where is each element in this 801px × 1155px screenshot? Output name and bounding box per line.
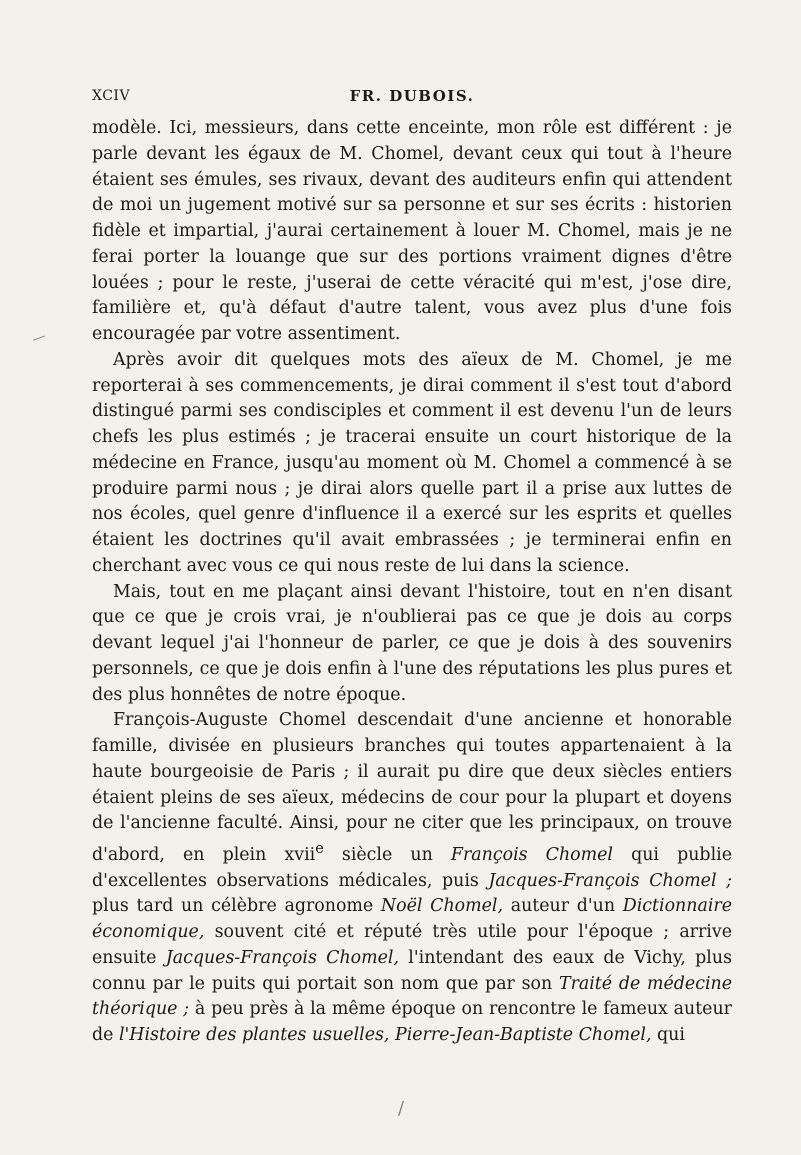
text-run: plus tard un célèbre agronome (92, 896, 381, 917)
running-title: FR. DUBOIS. (349, 87, 475, 105)
italic-title: Jacques-François Chomel ; (488, 870, 732, 891)
text-run: François-Auguste Chomel descendait d'une ancienne et honorable famille, divisée en plusieurs branches qui toutes appartenaient à la haute bourgeoisie de Paris ; il aurait pu dire que deux siècles entiers étaient pleins de ses aïeux, médecins de cour pour la plupart et doyens de l'ancienne faculté. Ainsi, pour ne citer que les principaux, on trouve d'abord, en plein xvii (92, 710, 732, 865)
italic-title: Noël Chomel, (380, 896, 503, 917)
text-run: siècle un (323, 844, 451, 865)
italic-title: Pierre-Jean-Baptiste Chomel, (395, 1025, 652, 1046)
text-run: modèle. Ici, messieurs, dans cette enceinte, mon rôle est différent : je parle devant les égaux de M. Chomel, devant ceux qui tout à l'heure étaient ses émules, ses rivaux, devant des auditeurs enfin qui attendent de moi un jugement motivé sur sa personne et sur ses écrits : historien fidèle et impartial, j'aurai certainement à louer M. Chomel, mais je ne ferai porter la louange que sur des portions vraiment dignes d'être louées ; pour le reste, j'userai de cette véracité qui m'est, j'ose dire, familière et, qu'à défaut d'autre talent, vous avez plus d'une fois encouragée par votre assentiment. (92, 118, 732, 344)
paragraph-3 (92, 580, 732, 709)
text-run: l'intendant des eaux de Vichy, plus connu par le puits qui portait son nom que par son (92, 947, 732, 994)
text-run: Mais, tout en me plaçant ainsi devant l'histoire, tout en n'en disant que ce que je crois vrai, je n'oublierai pas ce que je dois au corps devant lequel j'ai l'honneur de parler, ce que je dois à des souvenirs personnels, ce que je dois enfin à l'une des réputations les plus pures et des plus honnêtes de notre époque. (92, 581, 732, 705)
text-run: qui (651, 1025, 685, 1046)
paragraph-2 (92, 348, 732, 580)
text-run: à peu près à la même époque on rencontre le fameux auteur de (92, 999, 732, 1046)
paragraph-1 (92, 116, 732, 348)
page-number: XCIV (92, 88, 131, 104)
text-run: Après avoir dit quelques mots des aïeux de M. Chomel, je me reporterai à ses commencements, je dirai comment il s'est tout d'abord distingué parmi ses condisciples et comment il est devenu l'un de leurs chefs les plus estimés ; je tracerai ensuite un court historique de la médecine en France, jusqu'au moment où M. Chomel a commencé à se produire parmi nous ; je dirai alors quelle part il a prise aux luttes de nos écoles, quel genre d'influence il a exercé sur les esprits et quelles étaient les doctrines qu'il avait embrassées ; je terminerai enfin en cherchant avec vous ce qui nous reste de lui dans la science. (92, 349, 732, 576)
italic-title: Jacques-François Chomel, (165, 947, 400, 968)
running-head (92, 88, 732, 110)
stray-mark-bottom: / (398, 1098, 405, 1119)
text-run: qui publie d'excellentes observations médicales, puis (92, 844, 732, 891)
italic-title: Dictionnaire économique, (92, 896, 732, 943)
stray-mark-left: — (29, 328, 49, 348)
body-text (92, 116, 732, 1049)
italic-title: l'Histoire des plantes usuelles, (118, 1025, 390, 1046)
paragraph-4 (92, 708, 732, 1049)
italic-title: Traité de médecine théorique ; (92, 973, 732, 1020)
text-run: auteur d'un (503, 896, 623, 917)
superscript: e (315, 841, 324, 857)
italic-title: François Chomel (450, 844, 613, 865)
text-run: souvent cité et réputé très utile pour l'époque ; arrive ensuite (92, 922, 732, 968)
